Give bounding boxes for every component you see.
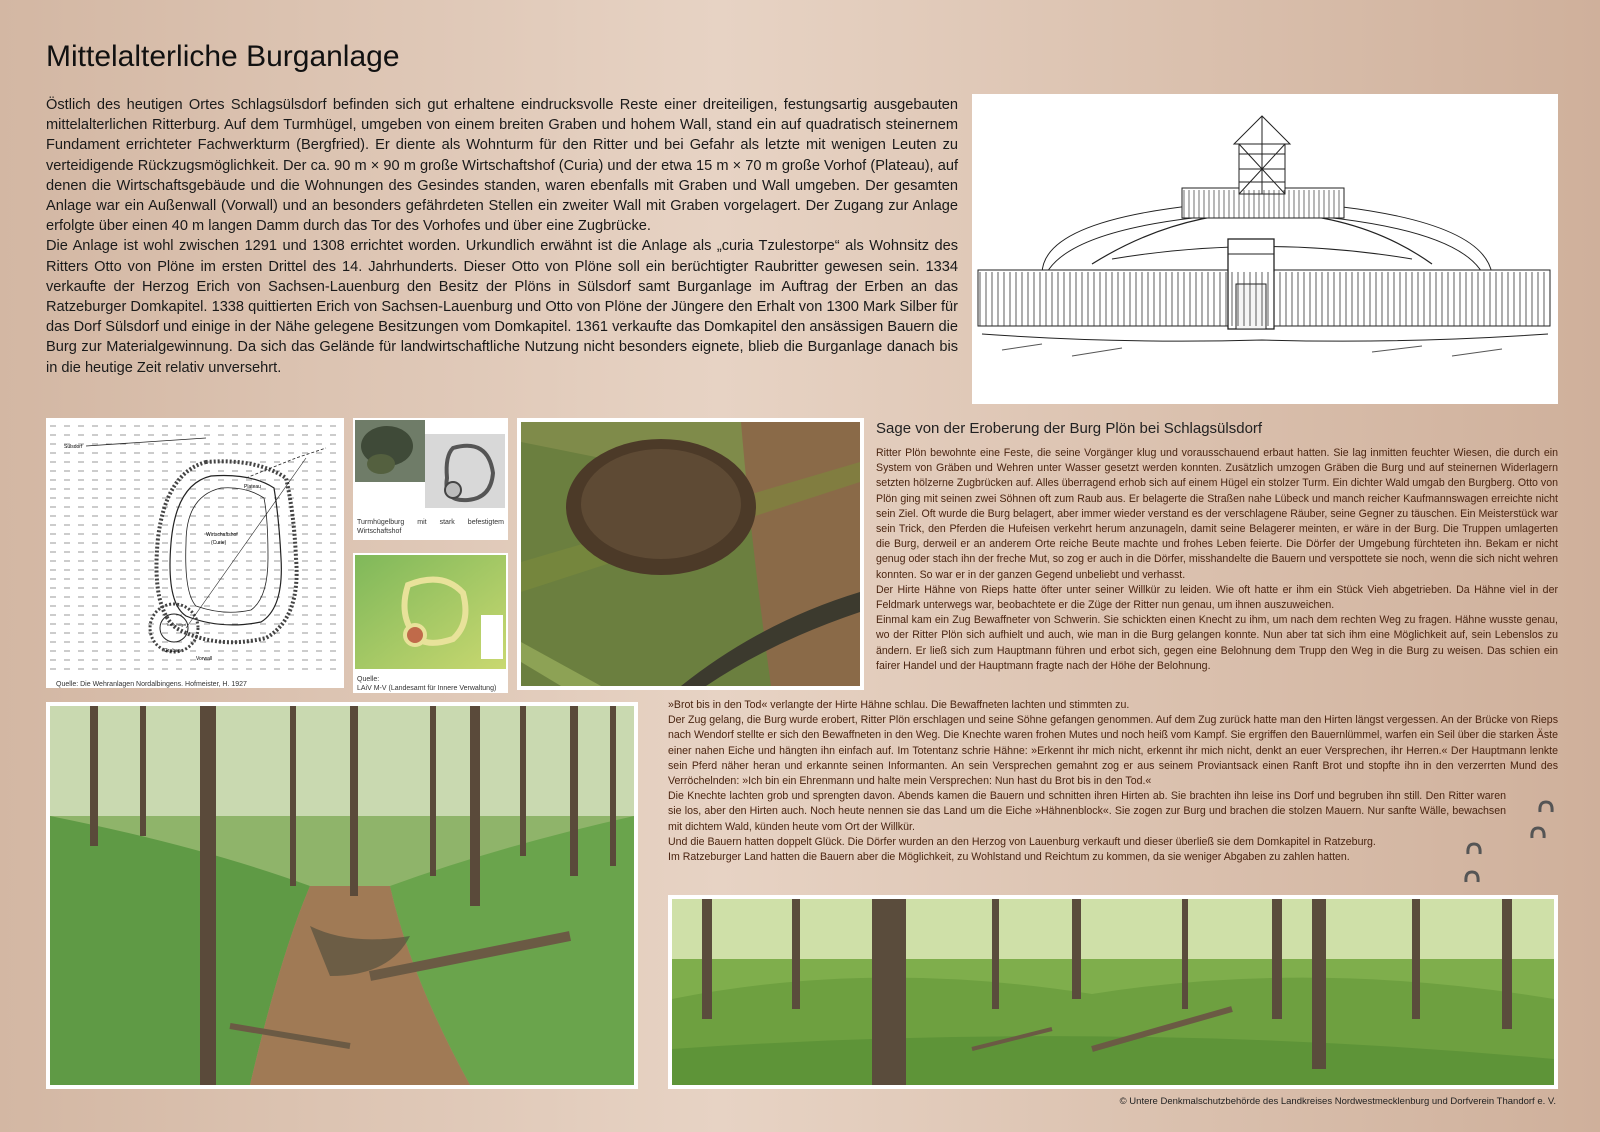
aerial-photo-image [521,422,860,686]
horseshoe-icon [1464,870,1480,884]
map-label-suelsdorf: Sülsdorf [64,444,83,450]
saga-text-lower [668,698,1558,865]
map-label-curia: (Curie) [211,540,227,546]
relief-caption: Turmhügelburg mit stark befestigtem Wirtschaftshof [357,519,504,535]
saga-text-upper [876,446,1558,674]
saga-paragraph-3: Einmal kam ein Zug Bewaffneter von Schwerin. Sie schickten einen Knecht zu ihm, um nach dem rechten Weg zu fragen. Hähne wusste genau, wo der Ritter Plön sich aufhielt und auch, wie man in die Burg gelangen konnte. Nun aber tat sich ihm eine Möglichkeit auf, sein Lebenslos zu ändern. Er ließ sich zum Hauptmann führen und erbot sich, gegen eine Belohnung dem Trupp den Weg in die Burg zu weisen. Das schien ein fairer Handel und der Hauptmann fragte nach der Höhe der Belohnung. [876,614,1558,672]
saga-paragraph-4: »Brot bis in den Tod« verlangte der Hirte Hähne schlau. Die Bewaffneten lachten und stimmten zu. [668,699,1130,711]
lidar-map [353,553,508,693]
footer-copyright: © Untere Denkmalschutzbehörde des Landkreises Nordwestmecklenburg und Dorfverein Thandorf e. V. [1119,1096,1556,1107]
saga-paragraph-5: Der Zug gelang, die Burg wurde erobert, Ritter Plön erschlagen und seine Söhne gefangen genommen. Auf dem Zug zurück hatte man den Hirten längst vergessen. An der Brücke von Rieps nach Wendorf stellte er sich den Bewaffneten in den Weg. Die Knechte waren frohen Mutes und noch heiß vom Kampf. Sie ergriffen den Bauernlümmel, warfen ein Seil über die starken Äste einer nahen Eiche und hängten ihn einfach auf. Im Totentanz schrie Hähne: »Erkennt ihr mich nicht, erkennt ihr mich nicht, denkt an euer Versprechen, ihr Herren.« Der Hauptmann lenkte sein Pferd näher heran und erkannte seinen Informanten. An sein Versprechen gemahnt zog er aus seinem Proviantsack einen Ranft Brot und stopfte ihn in den verzerrten Mund des Verröchelnden: »Ich bin ein Ehrenmann und halte mein Versprechen: Nun hast du Brot bis in den Tod.« [668,714,1558,788]
historic-map-drawing [46,418,344,676]
horseshoe-icon [1538,800,1554,814]
historic-map-caption: Quelle: Die Wehranlagen Nordalbingens. Hofmeister, H. 1927 [56,681,247,688]
saga-paragraph-6: Die Knechte lachten grob und sprengten davon. Abends kamen die Bauern und schnitten ihren Hirten ab. Sie brachten ihn leise ins Dorf und begruben ihn still. Den Ritter waren sie los, aber den Hirten auch. Noch heute nennen sie das Land um die Eiche »Hähnenblock«. Sie zogen zur Burg und brachen die stolzen Mauern. Nur sanfte Wälle, bewachsen mit dichtem Wald, künden heute vom Ort der Willkür. [668,790,1506,833]
castle-reconstruction-illustration [972,94,1558,404]
horseshoe-icon [1530,826,1546,840]
horseshoe-icon [1466,842,1482,856]
lidar-map-image [353,553,508,671]
saga-paragraph-2: Der Hirte Hähne von Rieps hatte öfter unter seiner Willkür zu leiden. Wie oft hatte er ihm ein Stück Vieh abgetrieben. Da Hähne viel in der Feldmark unterwegs war, beobachtete er die Züge der Ritter nun genau, um ihnen auszuweichen. [876,583,1558,612]
historic-map [46,418,344,688]
aerial-photo [517,418,864,690]
forest-panorama-photo [668,895,1558,1089]
map-label-graben: Graben [164,648,181,654]
forest-ditch-image [50,706,634,1085]
intro-paragraph-1: Östlich des heutigen Ortes Schlagsülsdorf befinden sich gut erhaltene eindrucksvolle Reste einer dreiteiligen, festungsartig ausgebauten mittelalterlichen Ritterburg. Auf dem Turmhügel, umgeben von einem breiten Graben und hohem Wall, stand ein auf quadratisch steinernem Fundament errichteter Fachwerkturm (Bergfried). Er diente als Wohnturm für den Ritter und bei Gefahr als letzte mit wenigen Leuten zu verteidigende Rückzugsmöglichkeit. Der ca. 90 m × 90 m große Wirtschaftshof (Curia) und der etwa 15 m × 70 m große Vorhof (Plateau), auf denen die Wirtschaftsgebäude und die Wohnungen des Gesindes standen, waren ebenfalls mit Graben und Wall umgeben. Der gesamten Anlage war ein Außenwall (Vorwall) und an besonders gefährdeten Stellen ein zweiter Wall mit Graben vorgelagert. Der Zugang zur Anlage erfolgte über einen 40 m langen Damm durch das Tor des Vorhofes und über eine Zugbrücke. [46,97,958,235]
page-title: Mittelalterliche Burganlage [46,40,400,73]
forest-ditch-photo [46,702,638,1089]
lidar-caption: Quelle: LAiV M-V (Landesamt für Innere Verwaltung) [357,676,497,692]
map-label-plateau: Plateau [244,484,261,490]
map-label-vorwall: Vorwall [196,656,213,662]
saga-paragraph-7: Und die Bauern hatten doppelt Glück. Die Dörfer wurden an den Herzog von Lauenburg verkauft und dieser überließ sie dem Domkapitel in Ratzeburg. [668,835,1376,848]
intro-text [46,95,958,378]
saga-title: Sage von der Eroberung der Burg Plön bei Schlagsülsdorf [876,420,1263,437]
relief-map [353,418,508,540]
castle-drawing [972,94,1558,404]
map-label-turmhuegel: Turm-hügel [166,622,187,627]
relief-map-image [353,418,508,510]
intro-paragraph-2: Die Anlage ist wohl zwischen 1291 und 1308 errichtet worden. Urkundlich erwähnt ist die Anlage als „curia Tzulestorpe“ als Wohnsitz des Ritters Otto von Plöne im ersten Drittel des 14. Jahrhunderts. Dieser Otto von Plöne soll ein berüchtigter Raubritter gewesen sein. 1334 verkaufte der Herzog Erich von Sachsen-Lauenburg den Besitz der Plöns in Sülsdorf samt Burganlage im Auftrag der Erben an das Ratzeburger Domkapitel. 1338 quittierten Erich von Sachsen-Lauenburg und Otto von Plöne der Jüngere den Erhalt von 1300 Mark Silber für das Dorf Sülsdorf und einige in der Nähe gelegene Besitzungen vom Domkapitel. 1361 verkaufte das Domkapitel den ansässigen Bauern die Burg zur Materialgewinnung. Da sich das Gelände für landwirtschaftliche Nutzung nicht besonders eignete, blieb die Burganlage danach bis in die heutige Zeit relativ unversehrt. [46,238,958,376]
map-label-wirtschaftshof: Wirtschaftshof [206,532,238,538]
saga-paragraph-1: Ritter Plön bewohnte eine Feste, die seine Vorgänger klug und vorausschauend erbaut hatten. Sie lag inmitten feuchter Wiesen, die durch ein System von Gräben und Wehren unter Wasser gesetzt werden konnten. Zusätzlich umzogen Gräben die Burg und auf steinernen Widerlagern setzten hölzerne Zugbrücken auf. Alles überragend erhob sich auf einem Hügel ein stolzer Turm. Ein dichter Wald umgab den Burgberg. Otto von Plön ging mit seinen zwei Söhnen oft zum Raub aus. Er belagerte die Straßen nahe Lübeck und manch reicher Kaufmannswagen erreichte nicht sein Ziel. Oft wurde die Burg belagert, aber immer wieder verstand es der verschlagene Räuber, seine Gegner zu täuschen. Ein Meisterstück war sein Trick, den Pferden die Hufeisen verkehrt herum anzunageln, damit seine Belagerer meinten, er wäre in der Burg. Die Truppen umlagerten die Burg, derweil er an anderem Orte reiche Beute machte und frohes Leben feierte. Die Dörfer der Umgebung fürchteten ihn. Bekam er nicht genug oder stach ihn der freche Mut, so zog er auch in die Dörfer, misshandelte die Bauern und verspottete sie noch, wenn die sich nicht wehren konnten. So war er in der ganzen Gegend unbeliebt und verhasst. [876,447,1558,581]
forest-panorama-image [672,899,1554,1085]
saga-paragraph-8: Im Ratzeburger Land hatten die Bauern aber die Möglichkeit, zu Wohlstand und Reichtum zu kommen, da sie weniger Abgaben zu zahlen hatten. [668,851,1350,864]
